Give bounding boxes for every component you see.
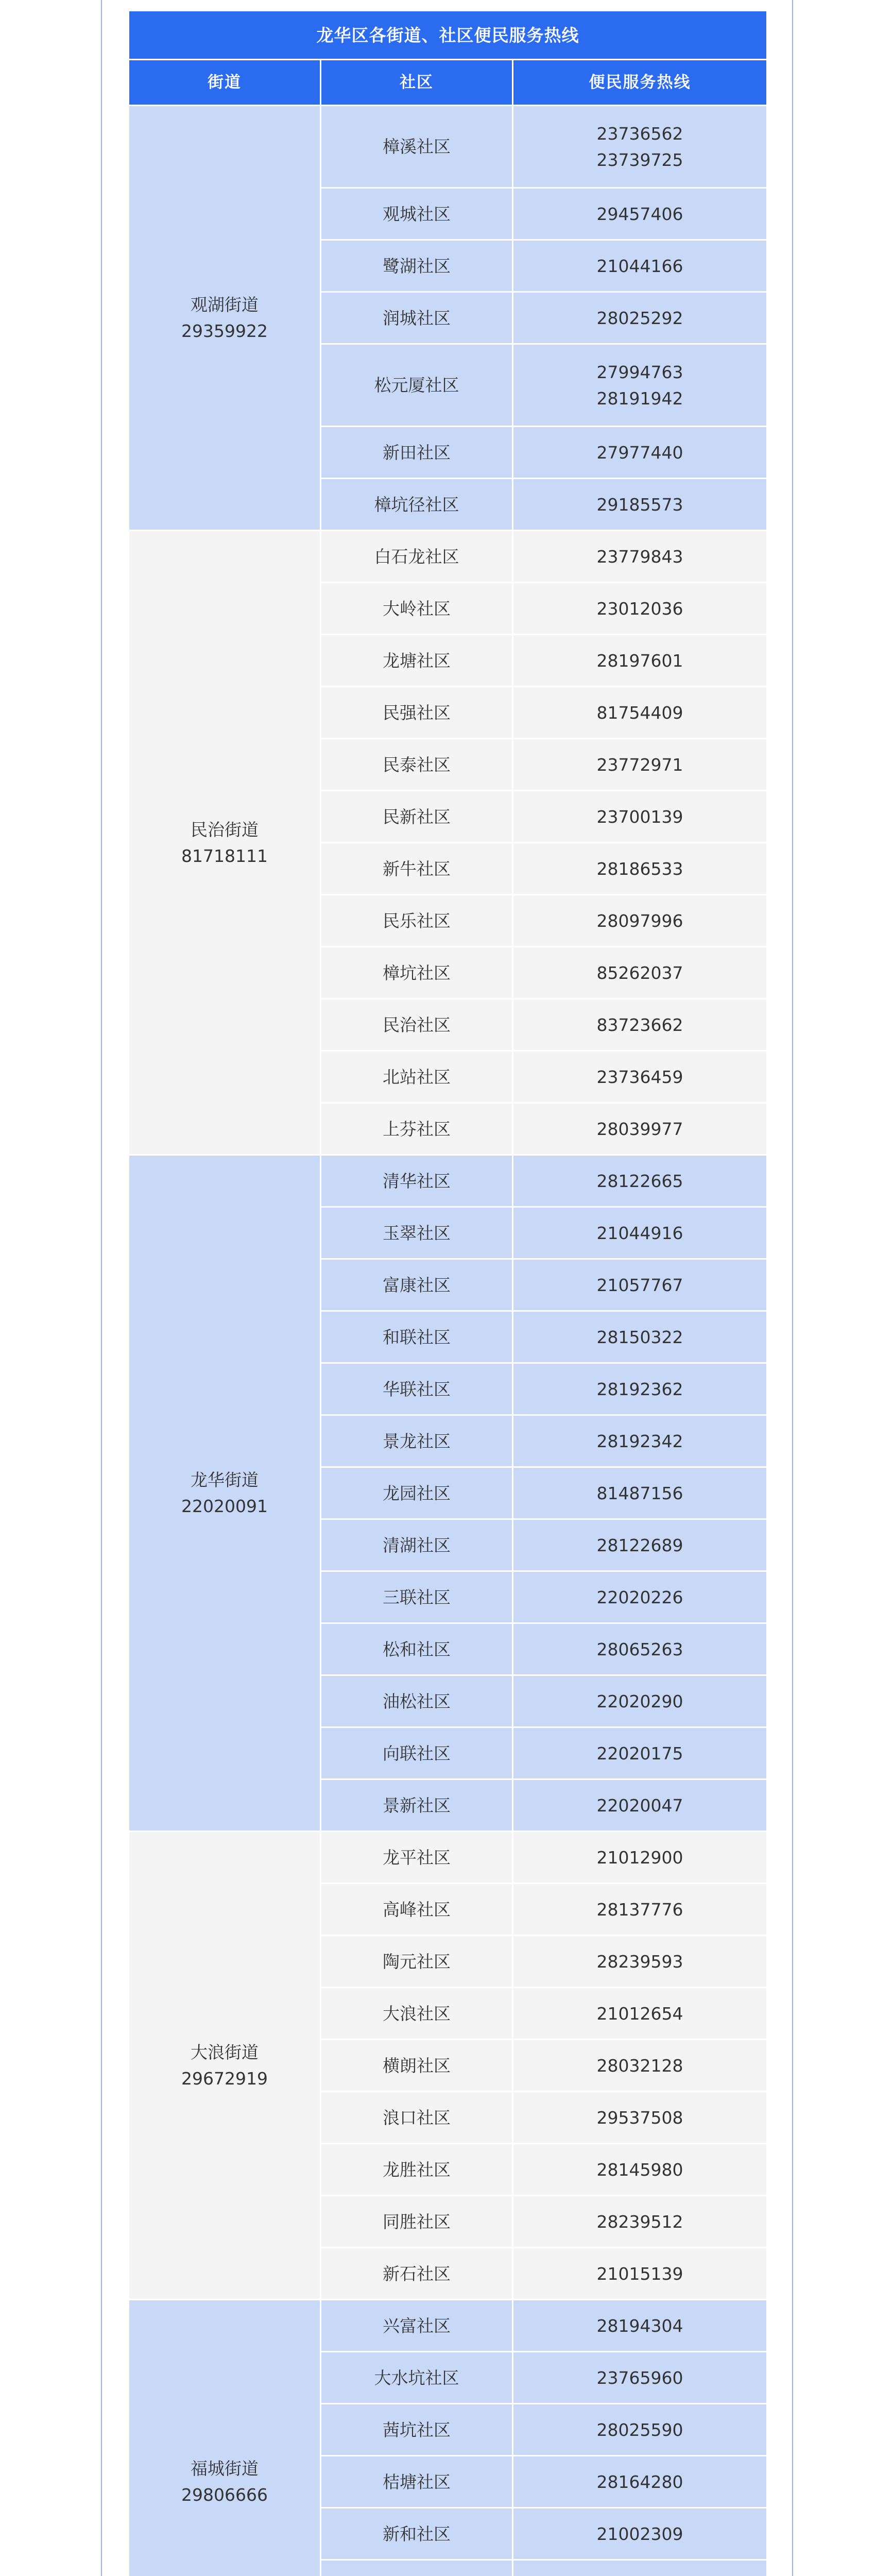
- community-name: 樟坑社区: [321, 947, 513, 999]
- community-name: 白石龙社区: [321, 531, 513, 583]
- community-name: 向联社区: [321, 1727, 513, 1780]
- community-hotline: [513, 1780, 767, 1832]
- hotline-number: [513, 2573, 766, 2576]
- community-name: 民治社区: [321, 999, 513, 1051]
- hotline-number: 29537508: [596, 2107, 683, 2128]
- community-hotline: [513, 1519, 767, 1571]
- hotline-number: 29457406: [596, 204, 683, 224]
- hotline-number: 21015139: [596, 2263, 683, 2284]
- hotline-number: 28025590: [596, 2419, 683, 2440]
- hotline-number: 23736459: [596, 1066, 683, 1087]
- hotline-number: 28039977: [596, 1118, 683, 1139]
- hotline-number: 28065263: [596, 1639, 683, 1659]
- community-hotline: [513, 2352, 767, 2404]
- hotline-number: 28032128: [596, 2055, 683, 2076]
- community-hotline: [513, 1727, 767, 1780]
- hotline-number: 28164280: [596, 2471, 683, 2492]
- community-name: 北站社区: [321, 1051, 513, 1103]
- hotline-number: 21012900: [596, 1847, 683, 1868]
- street-phone: 29359922: [181, 321, 268, 341]
- community-name: 龙园社区: [321, 1467, 513, 1519]
- community-name: 松元厦社区: [321, 344, 513, 427]
- community-hotline: [513, 1155, 767, 1207]
- community-name: 新和社区: [321, 2508, 513, 2560]
- community-hotline: [513, 479, 767, 531]
- community-hotline: [513, 188, 767, 240]
- community-name: 和联社区: [321, 1311, 513, 1363]
- community-name: 新牛社区: [321, 843, 513, 895]
- hotline-number: 28137776: [596, 1899, 683, 1920]
- hotline-number: 23772971: [596, 754, 683, 775]
- community-name: 新田社区: [321, 427, 513, 479]
- table-row: [129, 531, 767, 583]
- hotline-number: 28191942: [596, 388, 683, 409]
- community-hotline: [513, 1415, 767, 1467]
- community-name: 油松社区: [321, 1675, 513, 1727]
- community-hotline: [513, 2560, 767, 2576]
- community-name: 玉翠社区: [321, 1207, 513, 1259]
- community-hotline: [513, 2508, 767, 2560]
- header-street: 街道: [129, 60, 321, 106]
- community-hotline: [513, 344, 767, 427]
- community-name: 同胜社区: [321, 2196, 513, 2248]
- community-name: 松和社区: [321, 1623, 513, 1675]
- community-hotline: [513, 106, 767, 188]
- community-hotline: [513, 1623, 767, 1675]
- community-name: 华联社区: [321, 1363, 513, 1415]
- community-hotline: [513, 947, 767, 999]
- community-hotline: [513, 1311, 767, 1363]
- community-name: 鹭湖社区: [321, 240, 513, 292]
- community-hotline: [513, 895, 767, 947]
- community-name: [321, 2560, 513, 2576]
- community-name: 上芬社区: [321, 1103, 513, 1155]
- hotline-number: 81754409: [596, 702, 683, 723]
- community-hotline: [513, 687, 767, 739]
- community-hotline: [513, 1207, 767, 1259]
- community-name: 浪口社区: [321, 2092, 513, 2144]
- community-hotline: [513, 791, 767, 843]
- community-hotline: [513, 1988, 767, 2040]
- community-name: 高峰社区: [321, 1884, 513, 1936]
- street-name: 大浪街道: [191, 2042, 259, 2062]
- hotline-number: 23012036: [596, 598, 683, 619]
- street-cell: [129, 1155, 321, 1832]
- street-name: 观湖街道: [191, 295, 259, 315]
- hotline-number: 29185573: [596, 494, 683, 515]
- hotline-number: 83723662: [596, 1014, 683, 1035]
- community-name: 大岭社区: [321, 583, 513, 635]
- table-title: 龙华区各街道、社区便民服务热线: [129, 11, 767, 60]
- hotline-number: 28122665: [596, 1171, 683, 1191]
- hotline-number: 23779843: [596, 546, 683, 567]
- community-name: 龙平社区: [321, 1832, 513, 1884]
- hotline-number: 28150322: [596, 1327, 683, 1347]
- community-name: 新石社区: [321, 2248, 513, 2300]
- hotline-number: 21044166: [596, 256, 683, 276]
- community-hotline: [513, 999, 767, 1051]
- street-phone: 22020091: [181, 1496, 268, 1516]
- community-name: 横朗社区: [321, 2040, 513, 2092]
- community-hotline: [513, 1675, 767, 1727]
- community-name: 景龙社区: [321, 1415, 513, 1467]
- hotline-number: 27994763: [596, 362, 683, 382]
- community-hotline: [513, 635, 767, 687]
- hotline-number: 28239593: [596, 1951, 683, 1972]
- community-hotline: [513, 240, 767, 292]
- table-body: [129, 106, 767, 2576]
- community-hotline: [513, 2196, 767, 2248]
- street-phone: 81718111: [181, 845, 268, 866]
- street-phone: 29806666: [181, 2485, 268, 2505]
- community-hotline: [513, 2248, 767, 2300]
- hotline-number: 28192362: [596, 1379, 683, 1399]
- community-name: 大水坑社区: [321, 2352, 513, 2404]
- community-hotline: [513, 2404, 767, 2456]
- community-hotline: [513, 2092, 767, 2144]
- community-name: 民泰社区: [321, 739, 513, 791]
- hotline-number: 22020226: [596, 1587, 683, 1607]
- community-name: 润城社区: [321, 292, 513, 344]
- street-name: 民治街道: [191, 819, 259, 840]
- street-name: 龙华街道: [191, 1470, 259, 1490]
- hotline-number: 28239512: [596, 2211, 683, 2232]
- hotline-number: 28186533: [596, 858, 683, 879]
- hotline-number: 22020175: [596, 1743, 683, 1764]
- hotline-number: 21057767: [596, 1275, 683, 1295]
- street-cell: [129, 531, 321, 1155]
- community-name: 樟坑径社区: [321, 479, 513, 531]
- street-name: 福城街道: [191, 2459, 259, 2479]
- community-name: 陶元社区: [321, 1936, 513, 1988]
- community-name: 大浪社区: [321, 1988, 513, 2040]
- hotline-number: 22020047: [596, 1795, 683, 1816]
- community-hotline: [513, 2456, 767, 2508]
- community-name: 清湖社区: [321, 1519, 513, 1571]
- hotline-number: 21002309: [596, 2523, 683, 2544]
- community-hotline: [513, 1259, 767, 1311]
- street-cell: [129, 2300, 321, 2576]
- community-hotline: [513, 1103, 767, 1155]
- community-name: 茜坑社区: [321, 2404, 513, 2456]
- community-hotline: [513, 1884, 767, 1936]
- hotline-number: 21012654: [596, 2003, 683, 2024]
- table-row: [129, 2300, 767, 2352]
- community-name: 桔塘社区: [321, 2456, 513, 2508]
- table-row: [129, 1155, 767, 1207]
- table-row: [129, 1832, 767, 1884]
- community-hotline: [513, 1467, 767, 1519]
- community-name: 景新社区: [321, 1780, 513, 1832]
- hotline-number: 28122689: [596, 1535, 683, 1555]
- hotline-number: 28097996: [596, 910, 683, 931]
- community-name: 龙塘社区: [321, 635, 513, 687]
- community-name: 富康社区: [321, 1259, 513, 1311]
- hotline-table: [128, 10, 768, 2576]
- hotline-number: 28197601: [596, 650, 683, 671]
- community-name: 兴富社区: [321, 2300, 513, 2352]
- hotline-number: 27977440: [596, 442, 683, 463]
- community-hotline: [513, 1936, 767, 1988]
- community-name: 观城社区: [321, 188, 513, 240]
- community-name: 樟溪社区: [321, 106, 513, 188]
- community-hotline: [513, 1051, 767, 1103]
- community-hotline: [513, 531, 767, 583]
- street-cell: [129, 1832, 321, 2300]
- community-hotline: [513, 292, 767, 344]
- header-hotline: 便民服务热线: [513, 60, 767, 106]
- hotline-number: 28192342: [596, 1431, 683, 1451]
- community-name: 清华社区: [321, 1155, 513, 1207]
- community-hotline: [513, 1363, 767, 1415]
- hotline-number: 28145980: [596, 2159, 683, 2180]
- community-hotline: [513, 2040, 767, 2092]
- hotline-number: 21044916: [596, 1223, 683, 1243]
- street-cell: [129, 106, 321, 531]
- street-phone: 29672919: [181, 2069, 268, 2089]
- hotline-number: 23765960: [596, 2367, 683, 2388]
- community-name: 民新社区: [321, 791, 513, 843]
- table-row: [129, 106, 767, 188]
- community-name: 龙胜社区: [321, 2144, 513, 2196]
- hotline-number: 28194304: [596, 2315, 683, 2336]
- header-community: 社区: [321, 60, 513, 106]
- community-hotline: [513, 2300, 767, 2352]
- hotline-number: 85262037: [596, 962, 683, 983]
- hotline-number: 22020290: [596, 1691, 683, 1711]
- hotline-number: 23739725: [596, 149, 683, 170]
- community-hotline: [513, 1832, 767, 1884]
- hotline-number: 28025292: [596, 308, 683, 328]
- community-hotline: [513, 2144, 767, 2196]
- hotline-number: 81487156: [596, 1483, 683, 1503]
- hotline-number: 23736562: [596, 123, 683, 144]
- community-name: 民强社区: [321, 687, 513, 739]
- community-name: 三联社区: [321, 1571, 513, 1623]
- community-hotline: [513, 427, 767, 479]
- community-hotline: [513, 1571, 767, 1623]
- community-hotline: [513, 583, 767, 635]
- community-hotline: [513, 843, 767, 895]
- community-name: 民乐社区: [321, 895, 513, 947]
- community-hotline: [513, 739, 767, 791]
- hotline-number: 23700139: [596, 806, 683, 827]
